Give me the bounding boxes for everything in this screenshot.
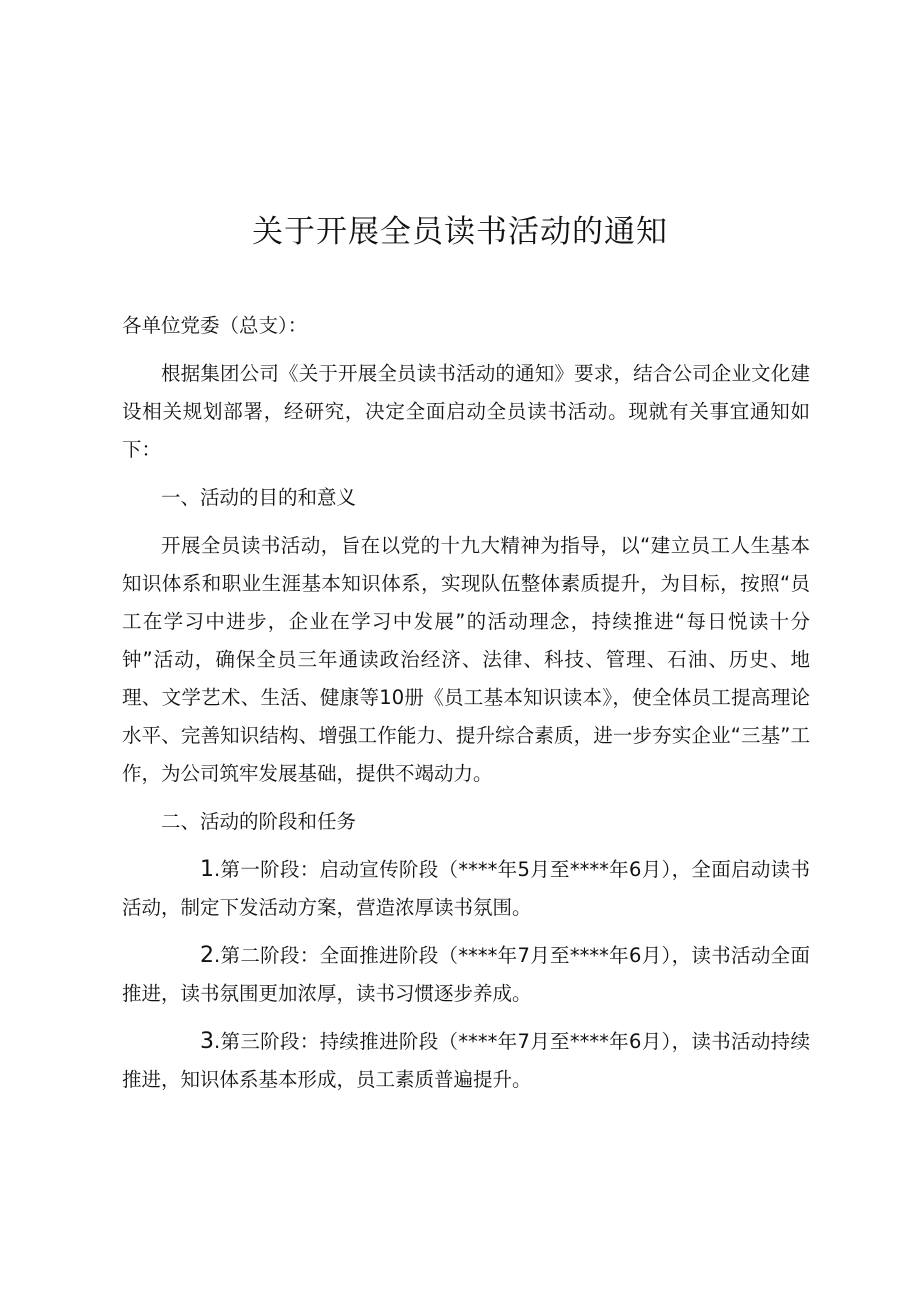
- stage-3-number: 3: [200, 1029, 214, 1054]
- document-body: [122, 307, 810, 1109]
- section1-heading: 一、活动的目的和意义: [161, 486, 357, 509]
- stage-3-paragraph: [122, 1023, 810, 1099]
- stage-2-paragraph: [122, 937, 810, 1013]
- salutation: 各单位党委（总支）：: [122, 314, 308, 337]
- document-title: 关于开展全员读书活动的通知: [252, 214, 668, 250]
- stage-2-text: .第二阶段：全面推进阶段（****年7月至****年6月），读书活动全面推进，读书氛围更加浓厚，读书习惯逐步养成。: [122, 944, 810, 1005]
- stage-1-text: .第一阶段：启动宣传阶段（****年5月至****年6月），全面启动读书活动，制定下发活动方案，营造浓厚读书氛围。: [122, 858, 810, 919]
- stage-1-number: 1: [200, 857, 214, 882]
- section1-paragraph: 开展全员读书活动，旨在以党的十九大精神为指导，以“建立员工人生基本知识体系和职业生涯基本知识体系，实现队伍整体素质提升，为目标，按照“员工在学习中进步，企业在学习中发展”的活动理念，持续推进“每日悦读十分钟”活动，确保全员三年通读政治经济、法律、科技、管理、石油、历史、地理、文学艺术、生活、健康等10册《员工基本知识读本》，使全体员工提高理论水平、完善知识结构、增强工作能力、提升综合素质，进一步夯实企业“三基”工作，为公司筑牢发展基础，提供不竭动力。: [122, 534, 810, 785]
- stage-2-number: 2: [200, 943, 214, 968]
- stage-1-paragraph: [122, 851, 810, 927]
- intro-paragraph: 根据集团公司《关于开展全员读书活动的通知》要求，结合公司企业文化建设相关规划部署，经研究，决定全面启动全员读书活动。现就有关事宜通知如下：: [122, 362, 810, 461]
- stage-3-text: .第三阶段：持续推进阶段（****年7月至****年6月），读书活动持续推进，知识体系基本形成，员工素质普遍提升。: [122, 1030, 810, 1091]
- section2-heading: 二、活动的阶段和任务: [161, 810, 357, 833]
